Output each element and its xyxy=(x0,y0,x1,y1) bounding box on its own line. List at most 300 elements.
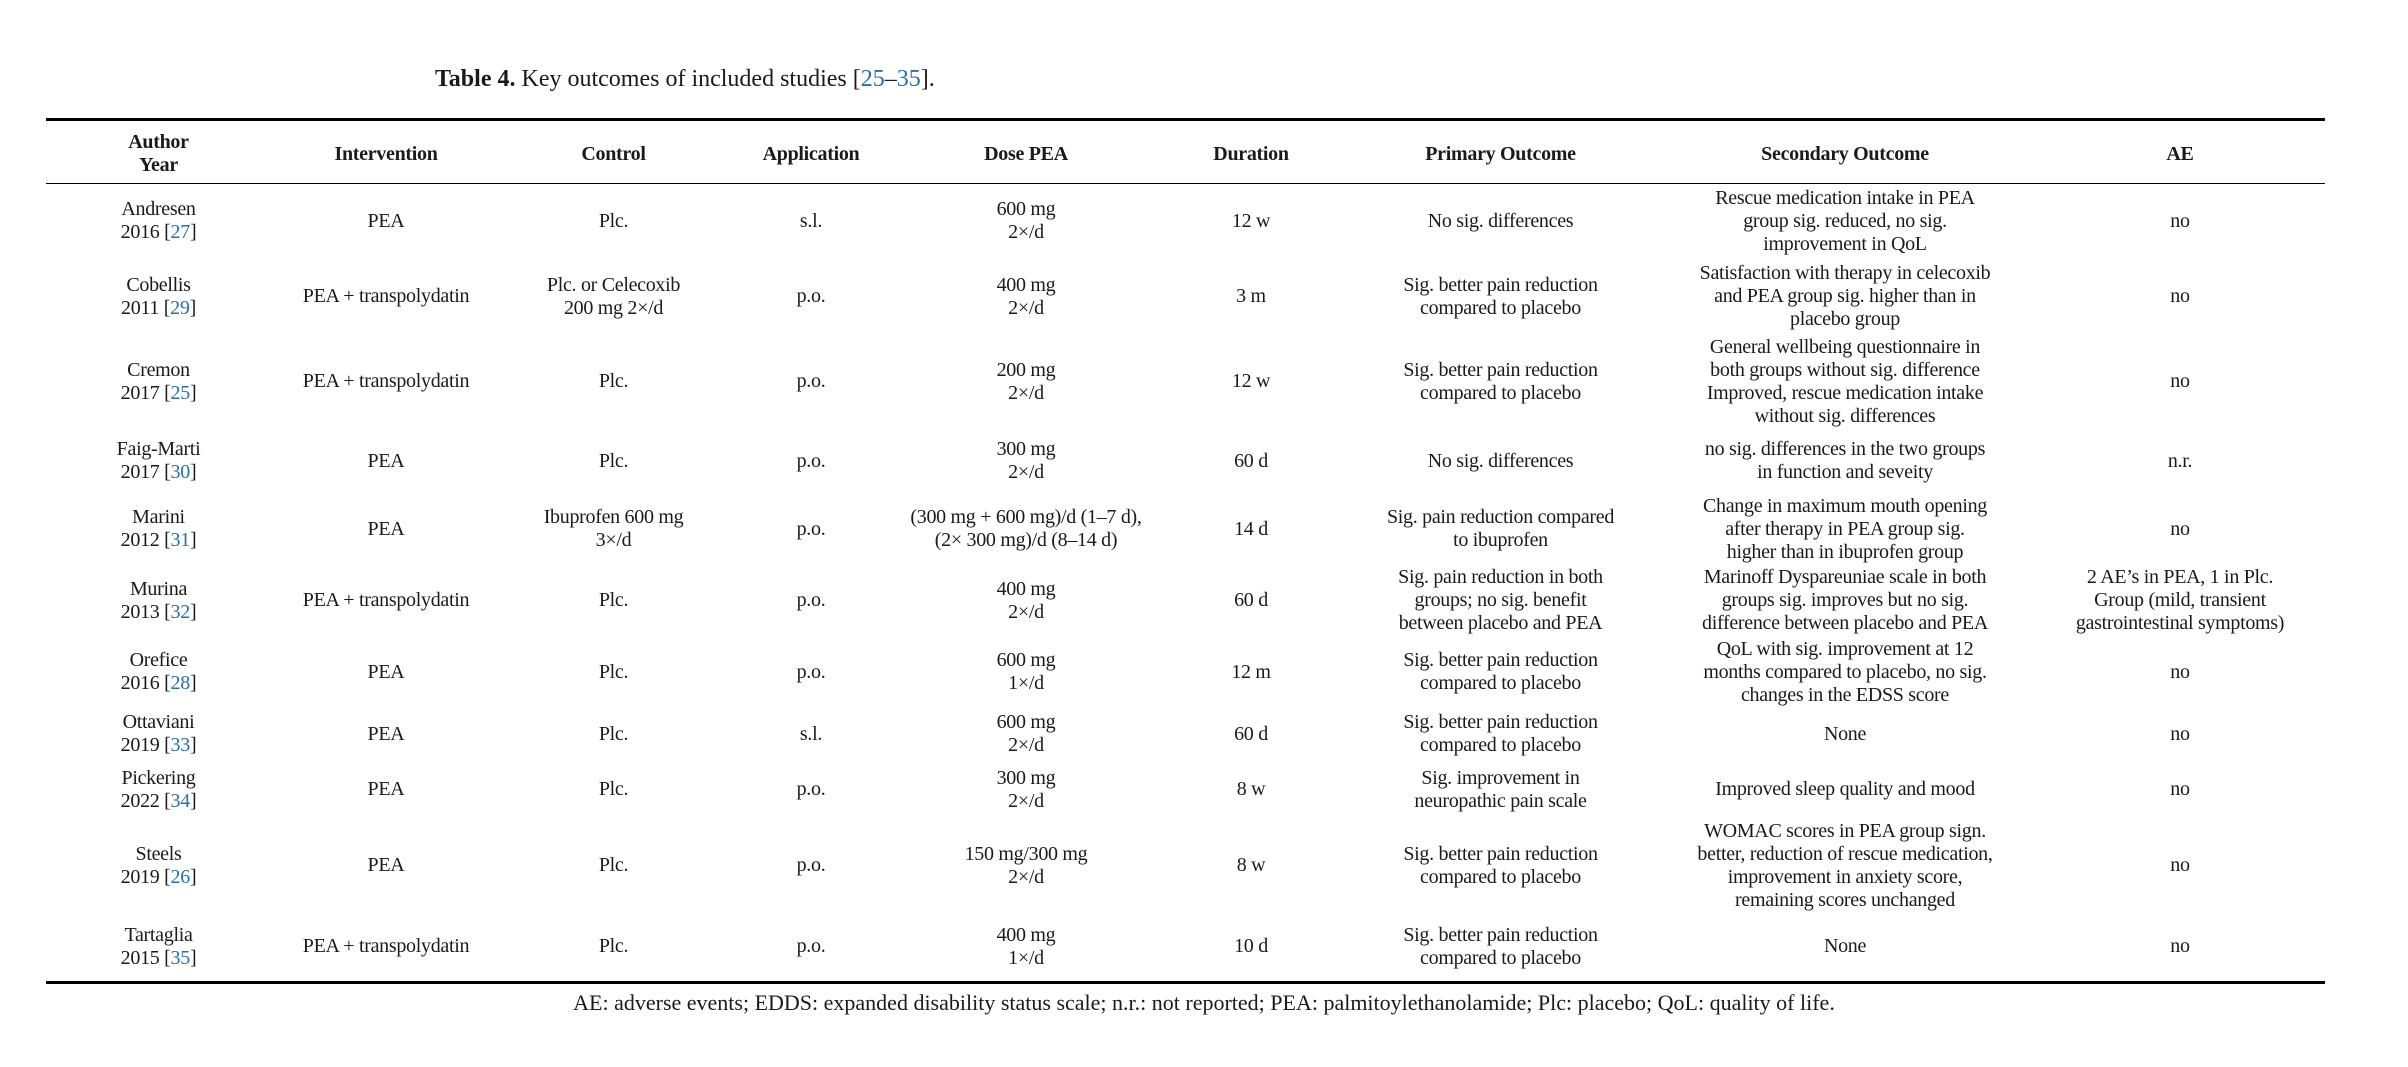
citation-link[interactable]: 25 xyxy=(170,381,190,404)
year-ref: 2012 [31] xyxy=(120,529,197,551)
application-text: p.o. xyxy=(796,854,826,876)
primary-outcome-text: Sig. pain reduction in both xyxy=(1398,566,1603,588)
header-label: AE xyxy=(2166,142,2194,165)
citation-link[interactable]: 33 xyxy=(170,734,190,756)
control-text: Plc. or Celecoxib xyxy=(546,273,681,296)
cell-author-year xyxy=(46,565,271,637)
cell-duration xyxy=(1156,259,1346,335)
cell-dose-pea xyxy=(896,913,1156,981)
dose-pea-text: 2×/d xyxy=(1008,789,1044,812)
secondary-outcome-text: Improved sleep quality and mood xyxy=(1715,778,1975,800)
header-duration xyxy=(1156,121,1346,184)
primary-outcome-text: Sig. improvement in xyxy=(1421,766,1580,789)
secondary-outcome-text: better, reduction of rescue medication, xyxy=(1697,842,1993,865)
cell-intervention xyxy=(271,565,501,637)
application-text: p.o. xyxy=(796,449,826,472)
year-ref: 2019 [33] xyxy=(120,734,197,756)
cell-dose-pea xyxy=(896,637,1156,708)
year-ref: 2011 [29] xyxy=(121,296,196,319)
ae-text: no xyxy=(2170,935,2190,957)
citation-link[interactable]: 26 xyxy=(170,865,190,888)
cell-author-year xyxy=(46,637,271,708)
control-text: Plc. xyxy=(598,449,629,472)
table-row xyxy=(46,259,2325,335)
cell-author-year xyxy=(46,335,271,429)
author: Murina xyxy=(129,577,188,600)
cell-primary-outcome xyxy=(1346,429,1655,494)
intervention-text: PEA xyxy=(367,449,405,472)
application-text: p.o. xyxy=(796,589,826,611)
secondary-outcome-text: Rescue medication intake in PEA xyxy=(1715,186,1975,209)
author: Marini xyxy=(132,506,185,528)
duration-text: 60 d xyxy=(1234,449,1268,472)
cell-duration xyxy=(1156,819,1346,913)
author: Andresen xyxy=(121,198,196,221)
table-block xyxy=(46,118,2325,1016)
cell-application xyxy=(726,913,896,981)
cell-intervention xyxy=(271,184,501,259)
cell-intervention xyxy=(271,819,501,913)
cell-ae xyxy=(2035,259,2325,335)
cell-control xyxy=(501,913,726,981)
cell-author-year xyxy=(46,184,271,259)
citation-link[interactable]: 28 xyxy=(170,672,190,694)
secondary-outcome-text: after therapy in PEA group sig. xyxy=(1725,517,1965,540)
duration-text: 12 w xyxy=(1231,370,1271,392)
control-text: Plc. xyxy=(598,660,629,683)
header-control xyxy=(501,121,726,184)
year: 2019 xyxy=(120,734,160,756)
cell-dose-pea xyxy=(896,429,1156,494)
secondary-outcome-text: and PEA group sig. higher than in xyxy=(1714,285,1976,307)
dose-pea-text: 200 mg xyxy=(996,358,1056,381)
cell-duration xyxy=(1156,184,1346,259)
header-primary-outcome xyxy=(1346,121,1655,184)
secondary-outcome-text: without sig. differences xyxy=(1754,404,1936,427)
cell-secondary-outcome xyxy=(1655,565,2035,637)
year-ref: 2017 [30] xyxy=(120,461,197,483)
cell-duration xyxy=(1156,637,1346,708)
secondary-outcome-text: QoL with sig. improvement at 12 xyxy=(1716,637,1974,660)
cell-ae xyxy=(2035,335,2325,429)
cell-ae xyxy=(2035,819,2325,913)
cell-duration xyxy=(1156,429,1346,494)
cell-secondary-outcome xyxy=(1655,761,2035,819)
cell-application xyxy=(726,184,896,259)
dose-pea-text: 400 mg xyxy=(996,923,1056,946)
dose-pea-text: 1×/d xyxy=(1008,946,1044,969)
cell-ae xyxy=(2035,429,2325,494)
caption-close: ]. xyxy=(920,66,935,92)
ae-text: no xyxy=(2170,778,2190,800)
primary-outcome-text: to ibuprofen xyxy=(1453,529,1548,551)
table-row xyxy=(46,637,2325,708)
cell-control xyxy=(501,429,726,494)
secondary-outcome-text: None xyxy=(1823,722,1867,745)
cell-duration xyxy=(1156,913,1346,981)
year-ref: 2015 [35] xyxy=(120,946,197,969)
cell-application xyxy=(726,819,896,913)
secondary-outcome-text: higher than in ibuprofen group xyxy=(1726,540,1964,563)
year: 2017 xyxy=(120,461,160,483)
table-label: Table 4. xyxy=(435,66,516,92)
cell-duration xyxy=(1156,761,1346,819)
ae-text: no xyxy=(2170,370,2190,392)
citation-link[interactable]: 29 xyxy=(170,296,190,319)
dose-pea-text: (2× 300 mg)/d (8–14 d) xyxy=(934,529,1118,551)
cell-author-year xyxy=(46,429,271,494)
ae-text: no xyxy=(2170,209,2190,232)
header-label: Duration xyxy=(1213,142,1289,165)
dose-pea-text: (300 mg + 600 mg)/d (1–7 d), xyxy=(910,506,1142,528)
dose-pea-text: 2×/d xyxy=(1008,734,1044,756)
control-text: Plc. xyxy=(598,935,629,957)
secondary-outcome-text: General wellbeing questionnaire in xyxy=(1709,335,1981,358)
cell-intervention xyxy=(271,637,501,708)
citation-link[interactable]: 34 xyxy=(170,789,190,812)
primary-outcome-text: between placebo and PEA xyxy=(1398,612,1603,634)
dose-pea-text: 400 mg xyxy=(996,273,1056,296)
primary-outcome-text: Sig. pain reduction compared xyxy=(1386,506,1615,528)
secondary-outcome-text: Marinoff Dyspareuniae scale in both xyxy=(1703,566,1987,588)
cell-primary-outcome xyxy=(1346,913,1655,981)
header-label: Primary Outcome xyxy=(1425,142,1576,165)
ae-text: Group (mild, transient xyxy=(2094,589,2266,611)
cell-author-year xyxy=(46,259,271,335)
table-row xyxy=(46,429,2325,494)
citation-link[interactable]: 35 xyxy=(170,946,190,969)
intervention-text: PEA xyxy=(367,778,405,800)
intervention-text: PEA xyxy=(367,209,405,232)
cell-application xyxy=(726,429,896,494)
control-text: Plc. xyxy=(598,370,629,392)
cell-author-year xyxy=(46,913,271,981)
primary-outcome-text: groups; no sig. benefit xyxy=(1414,589,1587,611)
table-row xyxy=(46,913,2325,981)
outcomes-table xyxy=(46,121,2325,981)
cell-primary-outcome xyxy=(1346,565,1655,637)
header-ae xyxy=(2035,121,2325,184)
cell-primary-outcome xyxy=(1346,819,1655,913)
dose-pea-text: 2×/d xyxy=(1008,865,1044,888)
year-ref: 2019 [26] xyxy=(120,865,197,888)
cell-intervention xyxy=(271,259,501,335)
dose-pea-text: 2×/d xyxy=(1008,296,1044,319)
secondary-outcome-text: both groups without sig. difference xyxy=(1710,358,1980,381)
cell-author-year xyxy=(46,708,271,761)
year-ref: 2016 [27] xyxy=(120,221,197,244)
secondary-outcome-text: placebo group xyxy=(1790,308,1900,330)
intervention-text: PEA + transpolydatin xyxy=(302,370,470,392)
author: Cobellis xyxy=(126,273,191,296)
cell-duration xyxy=(1156,708,1346,761)
cell-intervention xyxy=(271,494,501,565)
header-label: Application xyxy=(762,142,860,165)
author: Faig-Marti xyxy=(116,438,201,460)
cell-ae xyxy=(2035,761,2325,819)
bottom-rule xyxy=(46,981,2325,984)
cell-primary-outcome xyxy=(1346,637,1655,708)
secondary-outcome-text: Change in maximum mouth opening xyxy=(1702,494,1987,517)
table-row xyxy=(46,761,2325,819)
primary-outcome-text: compared to placebo xyxy=(1420,296,1581,319)
duration-text: 8 w xyxy=(1236,854,1266,876)
primary-outcome-text: No sig. differences xyxy=(1427,449,1574,472)
header-author-year xyxy=(46,121,271,184)
control-text: Plc. xyxy=(598,854,629,876)
cell-application xyxy=(726,761,896,819)
header-label: Intervention xyxy=(334,142,438,165)
duration-text: 60 d xyxy=(1234,722,1268,745)
primary-outcome-text: Sig. better pain reduction xyxy=(1403,923,1598,946)
cell-dose-pea xyxy=(896,494,1156,565)
caption-text: Key outcomes of included studies [ xyxy=(515,66,861,92)
secondary-outcome-text: remaining scores unchanged xyxy=(1735,888,1955,911)
control-text: 3×/d xyxy=(595,529,632,551)
year: 2013 xyxy=(120,600,160,623)
primary-outcome-text: compared to placebo xyxy=(1420,946,1581,969)
cell-ae xyxy=(2035,494,2325,565)
duration-text: 60 d xyxy=(1234,589,1268,611)
ae-text: gastrointestinal symptoms) xyxy=(2075,612,2285,634)
application-text: s.l. xyxy=(799,209,823,232)
cell-secondary-outcome xyxy=(1655,184,2035,259)
table-row xyxy=(46,184,2325,259)
secondary-outcome-text: WOMAC scores in PEA group sign. xyxy=(1704,819,1986,842)
header-application xyxy=(726,121,896,184)
duration-text: 10 d xyxy=(1234,935,1268,957)
secondary-outcome-text: improvement in QoL xyxy=(1763,232,1927,255)
cell-control xyxy=(501,494,726,565)
control-text: Plc. xyxy=(598,589,629,611)
cell-control xyxy=(501,259,726,335)
table-row xyxy=(46,708,2325,761)
secondary-outcome-text: in function and seveity xyxy=(1757,461,1933,483)
cell-secondary-outcome xyxy=(1655,335,2035,429)
duration-text: 12 w xyxy=(1231,209,1271,232)
ae-text: no xyxy=(2170,285,2190,307)
dose-pea-text: 2×/d xyxy=(1008,461,1044,483)
year-ref: 2022 [34] xyxy=(120,789,197,812)
header-label: Control xyxy=(581,142,646,165)
citation-link[interactable]: 31 xyxy=(170,529,190,551)
cell-intervention xyxy=(271,708,501,761)
header-secondary-outcome xyxy=(1655,121,2035,184)
header-intervention xyxy=(271,121,501,184)
control-text: Plc. xyxy=(598,722,629,745)
cell-dose-pea xyxy=(896,335,1156,429)
header-label: Author xyxy=(128,131,189,153)
cell-duration xyxy=(1156,494,1346,565)
dose-pea-text: 600 mg xyxy=(996,711,1056,733)
cell-dose-pea xyxy=(896,259,1156,335)
cell-secondary-outcome xyxy=(1655,913,2035,981)
primary-outcome-text: compared to placebo xyxy=(1420,865,1581,888)
author: Cremon xyxy=(127,358,190,381)
control-text: Plc. xyxy=(598,209,629,232)
primary-outcome-text: Sig. better pain reduction xyxy=(1403,649,1598,671)
cell-application xyxy=(726,335,896,429)
ae-text: no xyxy=(2170,660,2190,683)
primary-outcome-text: Sig. better pain reduction xyxy=(1403,711,1598,733)
dose-pea-text: 2×/d xyxy=(1008,381,1044,404)
intervention-text: PEA + transpolydatin xyxy=(302,935,470,957)
caption-ref-end[interactable]: 35 xyxy=(896,66,921,92)
primary-outcome-text: compared to placebo xyxy=(1420,672,1581,694)
cell-secondary-outcome xyxy=(1655,494,2035,565)
duration-text: 14 d xyxy=(1234,517,1268,540)
table-caption xyxy=(435,66,935,93)
duration-text: 12 m xyxy=(1231,660,1271,683)
author: Pickering xyxy=(121,766,196,789)
cell-author-year xyxy=(46,819,271,913)
year: 2015 xyxy=(120,946,160,969)
cell-primary-outcome xyxy=(1346,494,1655,565)
dose-pea-text: 150 mg/300 mg xyxy=(964,842,1088,865)
secondary-outcome-text: group sig. reduced, no sig. xyxy=(1743,209,1947,232)
cell-primary-outcome xyxy=(1346,335,1655,429)
control-text: 200 mg 2×/d xyxy=(563,296,664,319)
header-dose-pea xyxy=(896,121,1156,184)
cell-control xyxy=(501,184,726,259)
author: Ottaviani xyxy=(122,711,195,733)
application-text: p.o. xyxy=(796,285,826,307)
cell-control xyxy=(501,819,726,913)
table-footnote: AE: adverse events; EDDS: expanded disability status scale; n.r.: not reported; PEA: palmitoylethanolamide; Plc: placebo; QoL: quality of life. xyxy=(573,989,1835,1015)
primary-outcome-text: compared to placebo xyxy=(1420,381,1581,404)
author: Steels xyxy=(135,842,182,865)
cell-dose-pea xyxy=(896,708,1156,761)
cell-secondary-outcome xyxy=(1655,429,2035,494)
intervention-text: PEA xyxy=(367,517,405,540)
dose-pea-text: 2×/d xyxy=(1008,221,1044,244)
citation-link[interactable]: 27 xyxy=(170,221,190,244)
cell-application xyxy=(726,565,896,637)
table-row xyxy=(46,565,2325,637)
table-row xyxy=(46,335,2325,429)
cell-ae xyxy=(2035,913,2325,981)
citation-link[interactable]: 32 xyxy=(170,600,190,623)
application-text: p.o. xyxy=(796,517,826,540)
dose-pea-text: 600 mg xyxy=(996,198,1056,221)
cell-intervention xyxy=(271,429,501,494)
secondary-outcome-text: months compared to placebo, no sig. xyxy=(1703,660,1987,683)
cell-dose-pea xyxy=(896,565,1156,637)
primary-outcome-text: Sig. better pain reduction xyxy=(1403,273,1598,296)
dose-pea-text: 600 mg xyxy=(996,649,1056,671)
year: 2011 xyxy=(121,296,160,319)
primary-outcome-text: Sig. better pain reduction xyxy=(1403,842,1598,865)
ae-text: no xyxy=(2170,722,2190,745)
cell-dose-pea xyxy=(896,819,1156,913)
primary-outcome-text: Sig. better pain reduction xyxy=(1403,358,1598,381)
cell-control xyxy=(501,637,726,708)
cell-author-year xyxy=(46,494,271,565)
secondary-outcome-text: difference between placebo and PEA xyxy=(1702,612,1988,634)
duration-text: 3 m xyxy=(1236,285,1266,307)
citation-link[interactable]: 30 xyxy=(170,461,190,483)
year: 2012 xyxy=(120,529,160,551)
year: 2022 xyxy=(120,789,160,812)
year-ref: 2017 [25] xyxy=(120,381,197,404)
cell-secondary-outcome xyxy=(1655,637,2035,708)
application-text: p.o. xyxy=(796,370,826,392)
year: 2017 xyxy=(120,381,160,404)
cell-secondary-outcome xyxy=(1655,708,2035,761)
dose-pea-text: 300 mg xyxy=(996,766,1056,789)
cell-duration xyxy=(1156,565,1346,637)
ae-text: n.r. xyxy=(2167,449,2193,472)
table-row xyxy=(46,819,2325,913)
dose-pea-text: 1×/d xyxy=(1008,672,1044,694)
caption-dash: – xyxy=(884,66,897,92)
year-ref: 2016 [28] xyxy=(120,672,197,694)
cell-author-year xyxy=(46,761,271,819)
application-text: p.o. xyxy=(796,660,826,683)
header-label: Year xyxy=(139,154,178,176)
intervention-text: PEA xyxy=(367,722,405,745)
secondary-outcome-text: no sig. differences in the two groups xyxy=(1704,438,1986,460)
application-text: p.o. xyxy=(796,778,826,800)
dose-pea-text: 400 mg xyxy=(996,577,1056,600)
cell-dose-pea xyxy=(896,184,1156,259)
intervention-text: PEA xyxy=(367,660,405,683)
year: 2016 xyxy=(120,221,160,244)
cell-secondary-outcome xyxy=(1655,819,2035,913)
cell-primary-outcome xyxy=(1346,761,1655,819)
secondary-outcome-text: Satisfaction with therapy in celecoxib xyxy=(1699,262,1991,284)
secondary-outcome-text: changes in the EDSS score xyxy=(1740,683,1949,706)
secondary-outcome-text: improvement in anxiety score, xyxy=(1727,865,1963,888)
cell-ae xyxy=(2035,565,2325,637)
cell-intervention xyxy=(271,913,501,981)
cell-primary-outcome xyxy=(1346,184,1655,259)
intervention-text: PEA + transpolydatin xyxy=(302,589,470,611)
ae-text: no xyxy=(2170,517,2190,540)
author: Tartaglia xyxy=(124,923,193,946)
secondary-outcome-text: groups sig. improves but no sig. xyxy=(1721,589,1969,611)
header-row xyxy=(46,121,2325,184)
primary-outcome-text: No sig. differences xyxy=(1427,209,1574,232)
cell-control xyxy=(501,761,726,819)
header-label: Dose PEA xyxy=(984,142,1068,165)
dose-pea-text: 300 mg xyxy=(996,438,1056,460)
cell-ae xyxy=(2035,184,2325,259)
application-text: p.o. xyxy=(796,935,826,957)
cell-secondary-outcome xyxy=(1655,259,2035,335)
cell-control xyxy=(501,565,726,637)
cell-ae xyxy=(2035,637,2325,708)
cell-intervention xyxy=(271,335,501,429)
caption-ref-start[interactable]: 25 xyxy=(860,66,885,92)
cell-primary-outcome xyxy=(1346,259,1655,335)
cell-ae xyxy=(2035,708,2325,761)
year: 2019 xyxy=(120,865,160,888)
intervention-text: PEA xyxy=(367,854,405,876)
cell-application xyxy=(726,708,896,761)
year-ref: 2013 [32] xyxy=(120,600,197,623)
ae-text: 2 AE’s in PEA, 1 in Plc. xyxy=(2086,566,2274,588)
year: 2016 xyxy=(120,672,160,694)
primary-outcome-text: neuropathic pain scale xyxy=(1414,789,1587,812)
header-label: Secondary Outcome xyxy=(1761,142,1929,165)
control-text: Plc. xyxy=(598,778,629,800)
cell-control xyxy=(501,335,726,429)
secondary-outcome-text: None xyxy=(1823,935,1867,957)
intervention-text: PEA + transpolydatin xyxy=(302,285,470,307)
cell-application xyxy=(726,494,896,565)
secondary-outcome-text: Improved, rescue medication intake xyxy=(1706,381,1984,404)
